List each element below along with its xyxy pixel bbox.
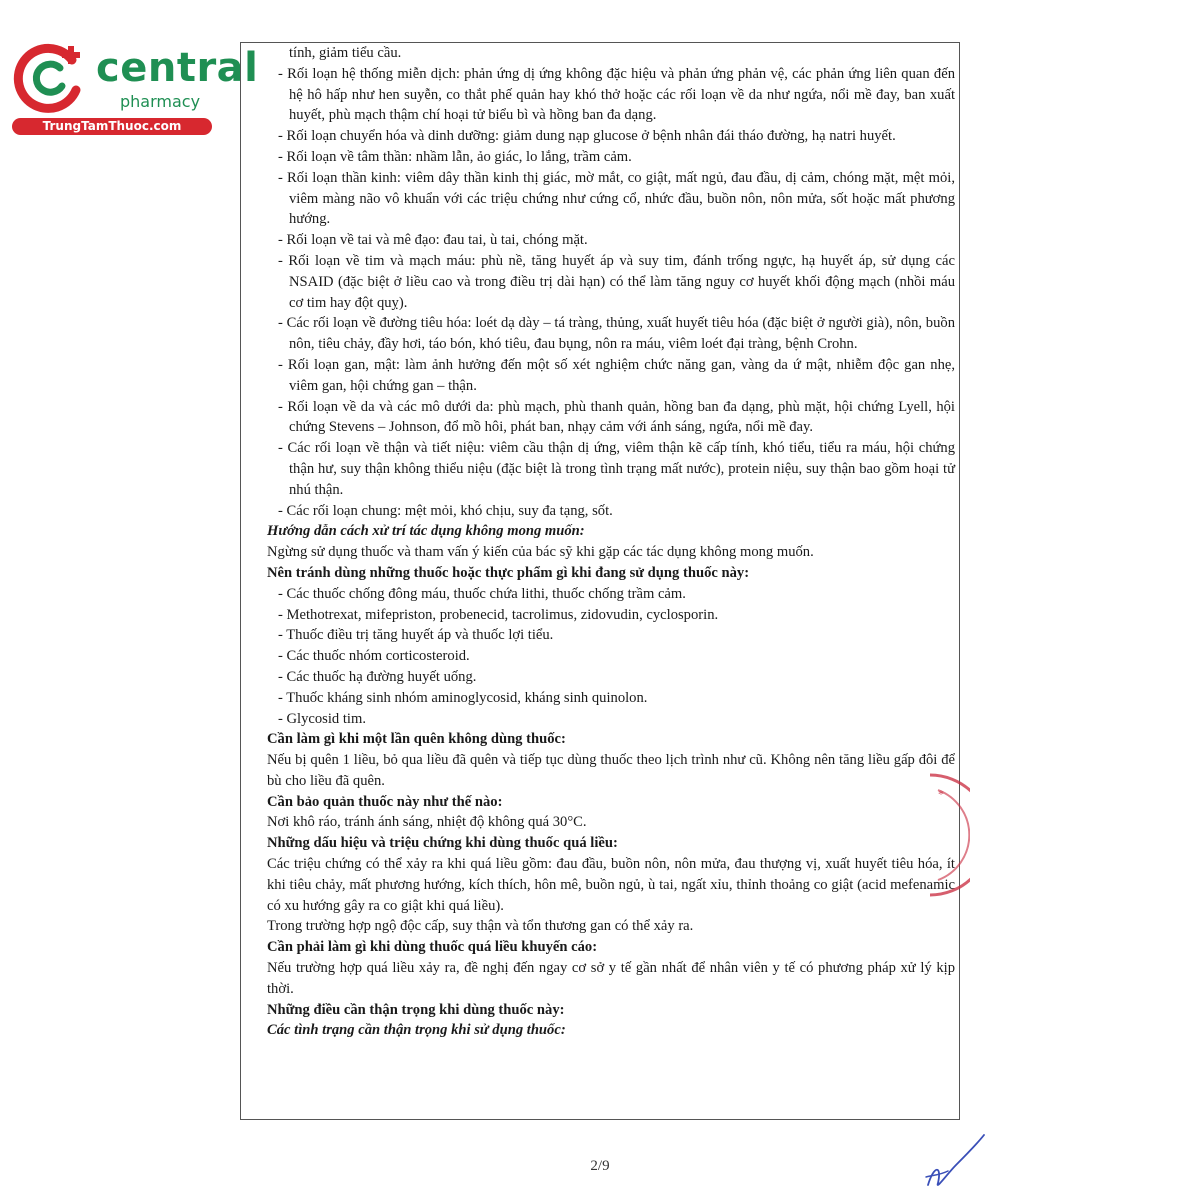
overdose-action-heading: Cần phải làm gì khi dùng thuốc quá liều khuyến cáo: [267, 939, 598, 956]
caution-heading: Những điều cần thận trọng khi dùng thuốc này: [267, 1001, 565, 1018]
storage-text: Nơi khô ráo, tránh ánh sáng, nhiệt độ không quá 30°C. [267, 814, 587, 831]
list-item: - Rối loạn gan, mật: làm ảnh hưởng đến một số xét nghiệm chức năng gan, vàng da ứ mật, nhiễm độc gan nhẹ, viêm gan, hội chứng gan – thận. [278, 356, 955, 394]
storage-heading: Cần bảo quản thuốc này như thế nào: [267, 793, 503, 810]
caution-subheading: Các tình trạng cần thận trọng khi sử dụng thuốc: [267, 1022, 566, 1039]
overdose-text-2: Trong trường hợp ngộ độc cấp, suy thận và tổn thương gan có thể xảy ra. [267, 918, 694, 935]
handling-text: Ngừng sử dụng thuốc và tham vấn ý kiến của bác sỹ khi gặp các tác dụng không mong muốn. [267, 544, 814, 561]
list-item: - Rối loạn về tai và mê đạo: đau tai, ù tai, chóng mặt. [278, 232, 588, 249]
list-item: - Methotrexat, mifepriston, probenecid, tacrolimus, zidovudin, cyclosporin. [278, 606, 719, 623]
list-item: - Rối loạn về da và các mô dưới da: phù mạch, phù thanh quản, hồng ban đa dạng, phù mặt, hội chứng Lyell, hội chứng Stevens – Johnson, đổ mồ hôi, phát ban, nhạy cảm với ánh sáng, ngứa, nổi mề đay. [278, 398, 955, 436]
central-pharmacy-logo[interactable] [10, 38, 259, 138]
list-item: - Rối loạn về tim và mạch máu: phù nề, tăng huyết áp và suy tim, đánh trống ngực, hạ huyết áp, sử dụng các NSAID (đặc biệt ở liều cao và trong điều trị dài hạn) có thể làm tăng nguy cơ huyết khối động mạch (nhồi máu cơ tim hay đột quỵ). [278, 252, 955, 311]
brand-tagline: pharmacy [120, 92, 201, 111]
document-content [267, 43, 955, 1041]
list-item: - Các thuốc nhóm corticosteroid. [278, 648, 470, 665]
official-stamp [890, 770, 970, 900]
list-item: - Thuốc kháng sinh nhóm aminoglycosid, kháng sinh quinolon. [278, 689, 648, 706]
missed-dose-text: Nếu bị quên 1 liều, bỏ qua liều đã quên và tiếp tục dùng thuốc theo lịch trình như cũ. Không nên tăng liều gấp đôi để bù cho liều đã quên. [267, 752, 955, 789]
avoid-heading: Nên tránh dùng những thuốc hoặc thực phẩm gì khi đang sử dụng thuốc này: [267, 564, 750, 581]
list-item: - Các rối loạn chung: mệt mỏi, khó chịu, suy đa tạng, sốt. [278, 502, 613, 519]
side-effects-list [267, 64, 955, 522]
overdose-action-text: Nếu trường hợp quá liều xảy ra, đề nghị đến ngay cơ sở y tế gần nhất để nhân viên y tế có phương pháp xử lý kịp thời. [267, 960, 955, 997]
list-item: - Rối loạn hệ thống miễn dịch: phản ứng dị ứng không đặc hiệu và phản ứng phản vệ, các phản ứng liên quan đến hệ hô hấp như hen suyễn, co thắt phế quản hay khó thở hoặc các rối loạn về da như ngứa, nổi mề đay, ban xuất huyết, phù mạch thậm chí hoại tử biểu bì và hồng ban đa dạng. [278, 65, 955, 124]
list-item: - Các rối loạn về thận và tiết niệu: viêm cầu thận dị ứng, viêm thận kẽ cấp tính, khó tiểu, tiểu ra máu, hội chứng thận hư, suy thận không thiểu niệu (đặc biệt là trong tình trạng mất nước), protein niệu, suy thận bao gồm hoại tử nhú thận. [278, 440, 955, 498]
brand-name: central [96, 45, 259, 91]
missed-dose-heading: Cần làm gì khi một lần quên không dùng thuốc: [267, 731, 566, 748]
signature [920, 1125, 990, 1195]
document-page [240, 42, 960, 1120]
overdose-text: Các triệu chứng có thể xảy ra khi quá liều gồm: đau đầu, buồn nôn, nôn mửa, đau thượng vị, xuất huyết tiêu hóa, ít khi tiêu chảy, mất phương hướng, kích thích, hôn mê, buồn ngủ, ù tai, ngất xỉu, thỉnh thoảng co giật (acid mefenamic có xu hướng gây ra co giật khi quá liều). [267, 856, 955, 914]
overdose-heading: Những dấu hiệu và triệu chứng khi dùng thuốc quá liều: [267, 835, 618, 852]
svg-text:*: * [938, 787, 944, 801]
page-number: 2/9 [590, 1158, 610, 1174]
list-item: - Các rối loạn về đường tiêu hóa: loét dạ dày – tá tràng, thủng, xuất huyết tiêu hóa (đặc biệt ở người già), nôn, buồn nôn, tiêu chảy, đầy hơi, táo bón, khó tiêu, đau bụng, nôn ra máu, viêm loét đại tràng, bệnh Crohn. [278, 315, 955, 353]
central-pharmacy-logo-icon [10, 38, 90, 118]
continuation-line: tính, giảm tiểu cầu. [289, 45, 402, 61]
list-item: - Các thuốc hạ đường huyết uống. [278, 668, 477, 685]
list-item: - Các thuốc chống đông máu, thuốc chứa lithi, thuốc chống trầm cảm. [278, 585, 686, 602]
site-link[interactable]: TrungTamThuoc.com [12, 118, 212, 135]
list-item: - Rối loạn về tâm thần: nhầm lẫn, ảo giác, lo lắng, trầm cảm. [278, 148, 632, 165]
handling-heading: Hướng dẫn cách xử trí tác dụng không mong muốn: [267, 523, 585, 540]
list-item: - Thuốc điều trị tăng huyết áp và thuốc lợi tiểu. [278, 627, 554, 644]
list-item: - Glycosid tim. [278, 710, 366, 727]
avoid-list [267, 584, 955, 730]
list-item: - Rối loạn thần kinh: viêm dây thần kinh thị giác, mờ mắt, co giật, mất ngủ, đau đầu, dị cảm, chóng mặt, mệt mỏi, viêm màng não vô khuẩn với các triệu chứng như cứng cổ, nhức đầu, buồn nôn, nôn mửa, sốt hoặc mất phương hướng. [278, 169, 955, 228]
list-item: - Rối loạn chuyển hóa và dinh dưỡng: giảm dung nạp glucose ở bệnh nhân đái tháo đường, hạ natri huyết. [278, 128, 896, 145]
